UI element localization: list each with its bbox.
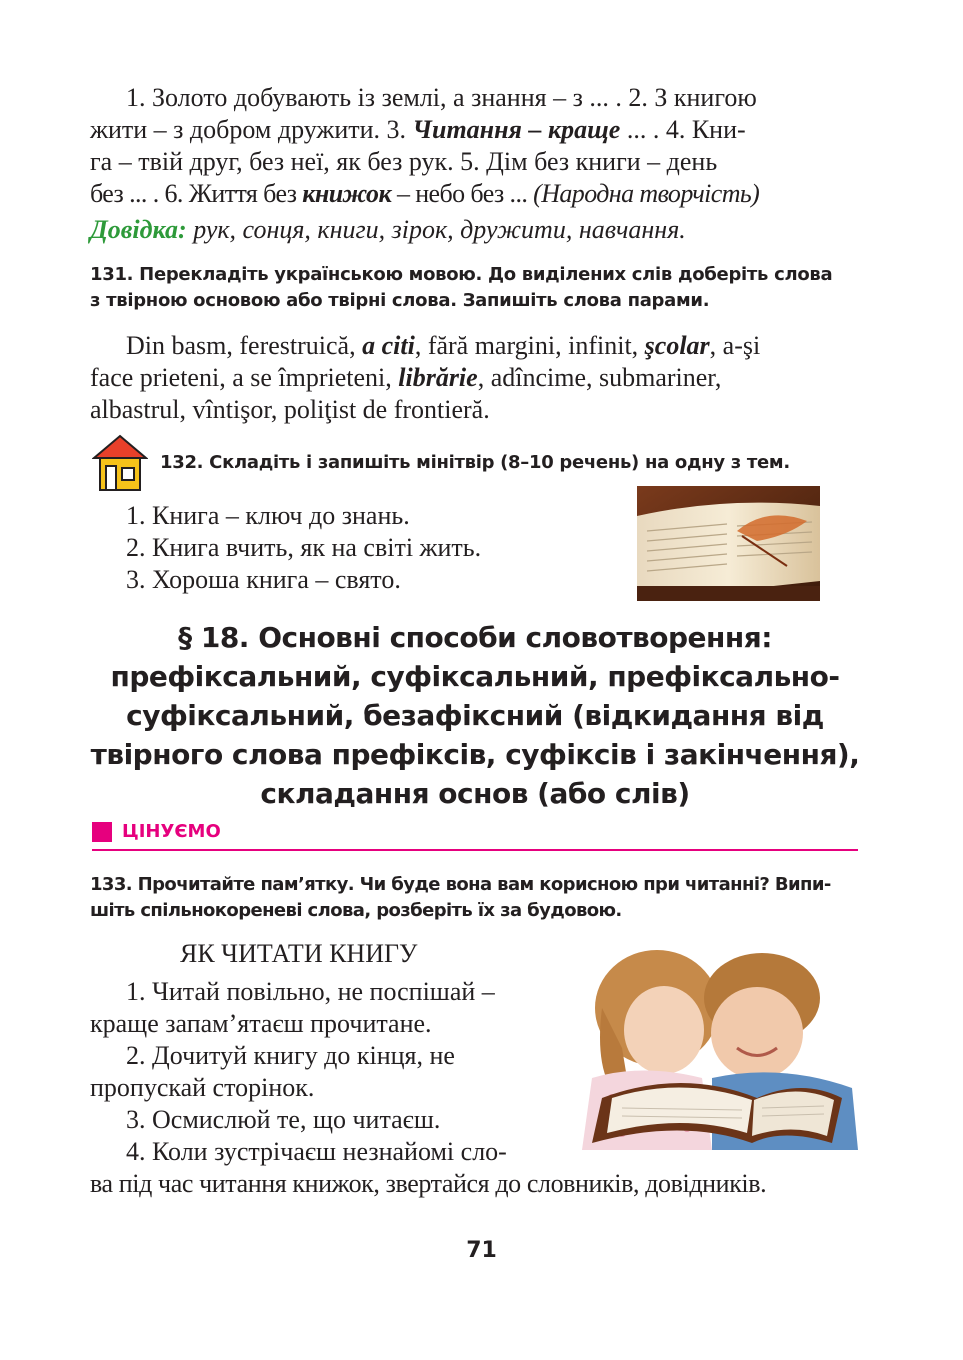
topic-3: 3. Хороша книга – свято. xyxy=(126,565,401,594)
proverbs-line-4: без ... . 6. Життя без книжок – небо без ... (Народна творчість) xyxy=(90,179,760,208)
romanian-line-1: Din basm, ferestruică, a citi, fără margini, infinit, şcolar, a-şi xyxy=(126,331,761,360)
topic-1: 1. Книга – ключ до знань. xyxy=(126,501,410,530)
task-133 xyxy=(90,872,860,924)
proverbs-line-1: 1. Золото добувають із землі, а знання – з ... . 2. З книгою xyxy=(126,83,757,112)
heading-line-3: суфіксальний, безафіксний (відкидання від xyxy=(126,699,824,732)
memo-line-4: пропускай сторінок. xyxy=(90,1073,315,1102)
page-number: 71 xyxy=(466,1238,497,1263)
reference-text: рук, сонця, книги, зірок, дружити, навчання. xyxy=(186,215,686,244)
memo-line-3: 2. Дочитуй книгу до кінця, не xyxy=(126,1041,455,1070)
section-heading xyxy=(90,618,860,813)
rubric-label: ЦІНУЄМО xyxy=(122,821,221,842)
highlighted-word: librărie xyxy=(398,363,478,392)
rubric-marker xyxy=(92,822,112,842)
memo-line-7: ва під час читання книжок, звертайся до словників, довідників. xyxy=(90,1169,767,1198)
children-reading-photo xyxy=(562,948,858,1150)
task-131 xyxy=(90,262,860,314)
memo-line-1: 1. Читай повільно, не поспішай – xyxy=(126,977,495,1006)
reference-line xyxy=(90,214,858,246)
proverbs-line-3: га – твій друг, без неї, як без рук. 5. Дім без книги – день xyxy=(90,147,718,176)
romanian-line-3: albastrul, vîntişor, poliţist de frontieră. xyxy=(90,395,490,424)
source-note: (Народна творчість) xyxy=(533,179,760,208)
highlighted-phrase: Читання – краще xyxy=(412,115,621,144)
memo-line-7-wrap xyxy=(90,1168,858,1200)
open-book-photo xyxy=(637,486,820,601)
memo-title: ЯК ЧИТАТИ КНИГУ xyxy=(180,939,418,968)
heading-line-4: твірного слова префіксів, суфіксів і закінчення), xyxy=(90,738,860,771)
proverbs-line-2: жити – з добром дружити. 3. Читання – краще ... . 4. Кни- xyxy=(90,115,746,144)
heading-line-2: префіксальний, суфіксальний, префіксально- xyxy=(110,660,840,693)
memo-line-5: 3. Осмислюй те, що читаєш. xyxy=(126,1105,441,1134)
task-131-line-1: 131. Перекладіть українською мовою. До виділених слів доберіть слова xyxy=(90,264,833,285)
heading-line-5: складання основ (або слів) xyxy=(260,777,690,810)
memo-line-2: краще запам’ятаєш прочитане. xyxy=(90,1009,432,1038)
memo-line-6: 4. Коли зустрічаєш незнайомі сло- xyxy=(126,1137,507,1166)
task-132: 132. Складіть і запишіть мінітвір (8–10 речень) на одну з тем. xyxy=(160,452,790,473)
task-131-line-2: з твірною основою або твірні слова. Запишіть слова парами. xyxy=(90,290,710,311)
heading-line-1: § 18. Основні способи словотворення: xyxy=(178,621,772,654)
home-icon xyxy=(92,434,148,492)
task-133-line-2: шіть спільнокореневі слова, розберіть їх за будовою. xyxy=(90,900,622,921)
rubric-divider xyxy=(92,849,858,851)
highlighted-word: şcolar xyxy=(644,331,710,360)
highlighted-word: книжок xyxy=(302,179,392,208)
topic-2: 2. Книга вчить, як на світі жить. xyxy=(126,533,482,562)
reference-label: Довідка: xyxy=(90,215,187,244)
highlighted-word: a citi xyxy=(362,331,415,360)
proverbs-paragraph xyxy=(90,82,858,210)
romanian-line-2: face prieteni, a se împrieteni, librărie, adîncime, submariner, xyxy=(90,363,722,392)
task-132-topics xyxy=(126,500,481,596)
memo-body xyxy=(90,976,540,1168)
romanian-words xyxy=(90,330,858,426)
task-133-line-1: 133. Прочитайте пам’ятку. Чи буде вона вам корисною при читанні? Випи- xyxy=(90,874,831,895)
